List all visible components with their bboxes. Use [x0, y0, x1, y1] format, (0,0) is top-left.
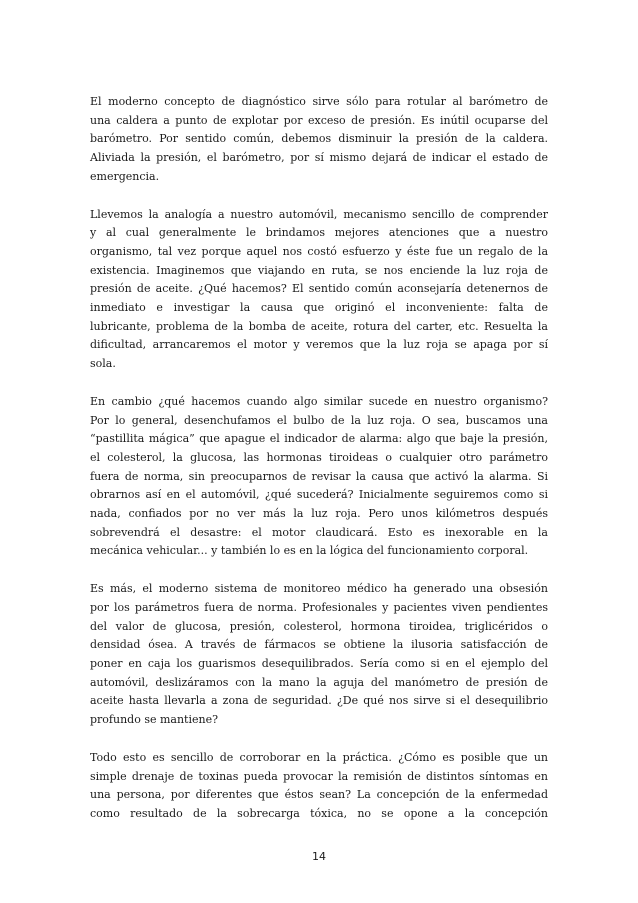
text-line: “pastillita mágica” que apague el indicador de alarma: algo que baje la presión,	[90, 432, 548, 446]
text-line: y al cual generalmente le brindamos mejores atenciones que a nuestro	[90, 226, 548, 240]
text-line: Es más, el moderno sistema de monitoreo médico ha generado una obsesión	[90, 582, 548, 596]
text-line: Llevemos la analogía a nuestro automóvil, mecanismo sencillo de comprender	[90, 207, 548, 221]
text-line: El moderno concepto de diagnóstico sirve sólo para rotular al barómetro de	[90, 95, 548, 108]
text-line: inmediato e investigar la causa que originó el inconveniente: falta de	[90, 301, 548, 315]
text-line: nada, confiados por no ver más la luz roja. Pero unos kilómetros después	[90, 507, 548, 521]
paragraph-4	[90, 580, 548, 730]
text-line: sola.	[90, 357, 116, 371]
text-line: barómetro. Por sentido común, debemos disminuir la presión de la caldera.	[90, 132, 548, 146]
text-line: aceite hasta llevarla a zona de seguridad. ¿De qué nos sirve si el desequilibrio	[90, 694, 548, 708]
text-line: fuera de norma, sin preocuparnos de revisar la causa que activó la alarma. Si	[90, 469, 548, 483]
text-line: el colesterol, la glucosa, las hormonas tiroideas o cualquier otro parámetro	[90, 450, 548, 464]
body-text	[90, 93, 548, 843]
text-line: una caldera a punto de explotar por exceso de presión. Es inútil ocuparse del	[90, 113, 548, 127]
text-line: como resultado de la sobrecarga tóxica, no se opone a la concepción	[90, 806, 548, 820]
paragraph-2	[90, 206, 548, 374]
paragraph-1	[90, 93, 548, 187]
paragraph-3	[90, 393, 548, 561]
text-line: profundo se mantiene?	[90, 713, 218, 727]
text-line: Todo esto es sencillo de corroborar en la práctica. ¿Cómo es posible que un	[90, 750, 548, 764]
text-line: mecánica vehicular... y también lo es en la lógica del funcionamiento corporal.	[90, 544, 529, 558]
text-line: existencia. Imaginemos que viajando en ruta, se nos enciende la luz roja de	[90, 263, 548, 277]
text-line: lubricante, problema de la bomba de aceite, rotura del carter, etc. Resuelta la	[90, 319, 548, 333]
text-line: sobrevendrá el desastre: el motor claudicará. Esto es inexorable en la	[90, 525, 548, 539]
text-line: obrarnos así en el automóvil, ¿qué sucederá? Inicialmente seguiremos como si	[90, 488, 548, 502]
text-line: automóvil, deslizáramos con la mano la aguja del manómetro de presión de	[90, 675, 548, 689]
text-line: emergencia.	[90, 169, 160, 183]
text-line: En cambio ¿qué hacemos cuando algo similar sucede en nuestro organismo?	[90, 394, 548, 408]
text-line: presión de aceite. ¿Qué hacemos? El sentido común aconsejaría detenernos de	[90, 282, 548, 296]
text-line: por los parámetros fuera de norma. Profesionales y pacientes viven pendientes	[90, 600, 548, 614]
text-line: una persona, por diferentes que éstos sean? La concepción de la enfermedad	[90, 788, 548, 802]
text-line: simple drenaje de toxinas pueda provocar la remisión de distintos síntomas en	[90, 769, 548, 783]
page-number: 14	[312, 850, 326, 863]
paragraph-5	[90, 749, 548, 824]
text-line: del valor de glucosa, presión, colesterol, hormona tiroidea, triglicéridos o	[90, 619, 548, 633]
text-line: poner en caja los guarismos desequilibrados. Sería como si en el ejemplo del	[90, 656, 548, 670]
text-line: organismo, tal vez porque aquel nos costó esfuerzo y éste fue un regalo de la	[90, 244, 548, 258]
text-line: Por lo general, desenchufamos el bulbo de la luz roja. O sea, buscamos una	[90, 413, 548, 427]
text-line: Aliviada la presión, el barómetro, por sí mismo dejará de indicar el estado de	[90, 151, 548, 165]
text-line: densidad ósea. A través de fármacos se obtiene la ilusoria satisfacción de	[90, 638, 548, 652]
text-line: dificultad, arrancaremos el motor y veremos que la luz roja se apaga por sí	[90, 338, 548, 352]
